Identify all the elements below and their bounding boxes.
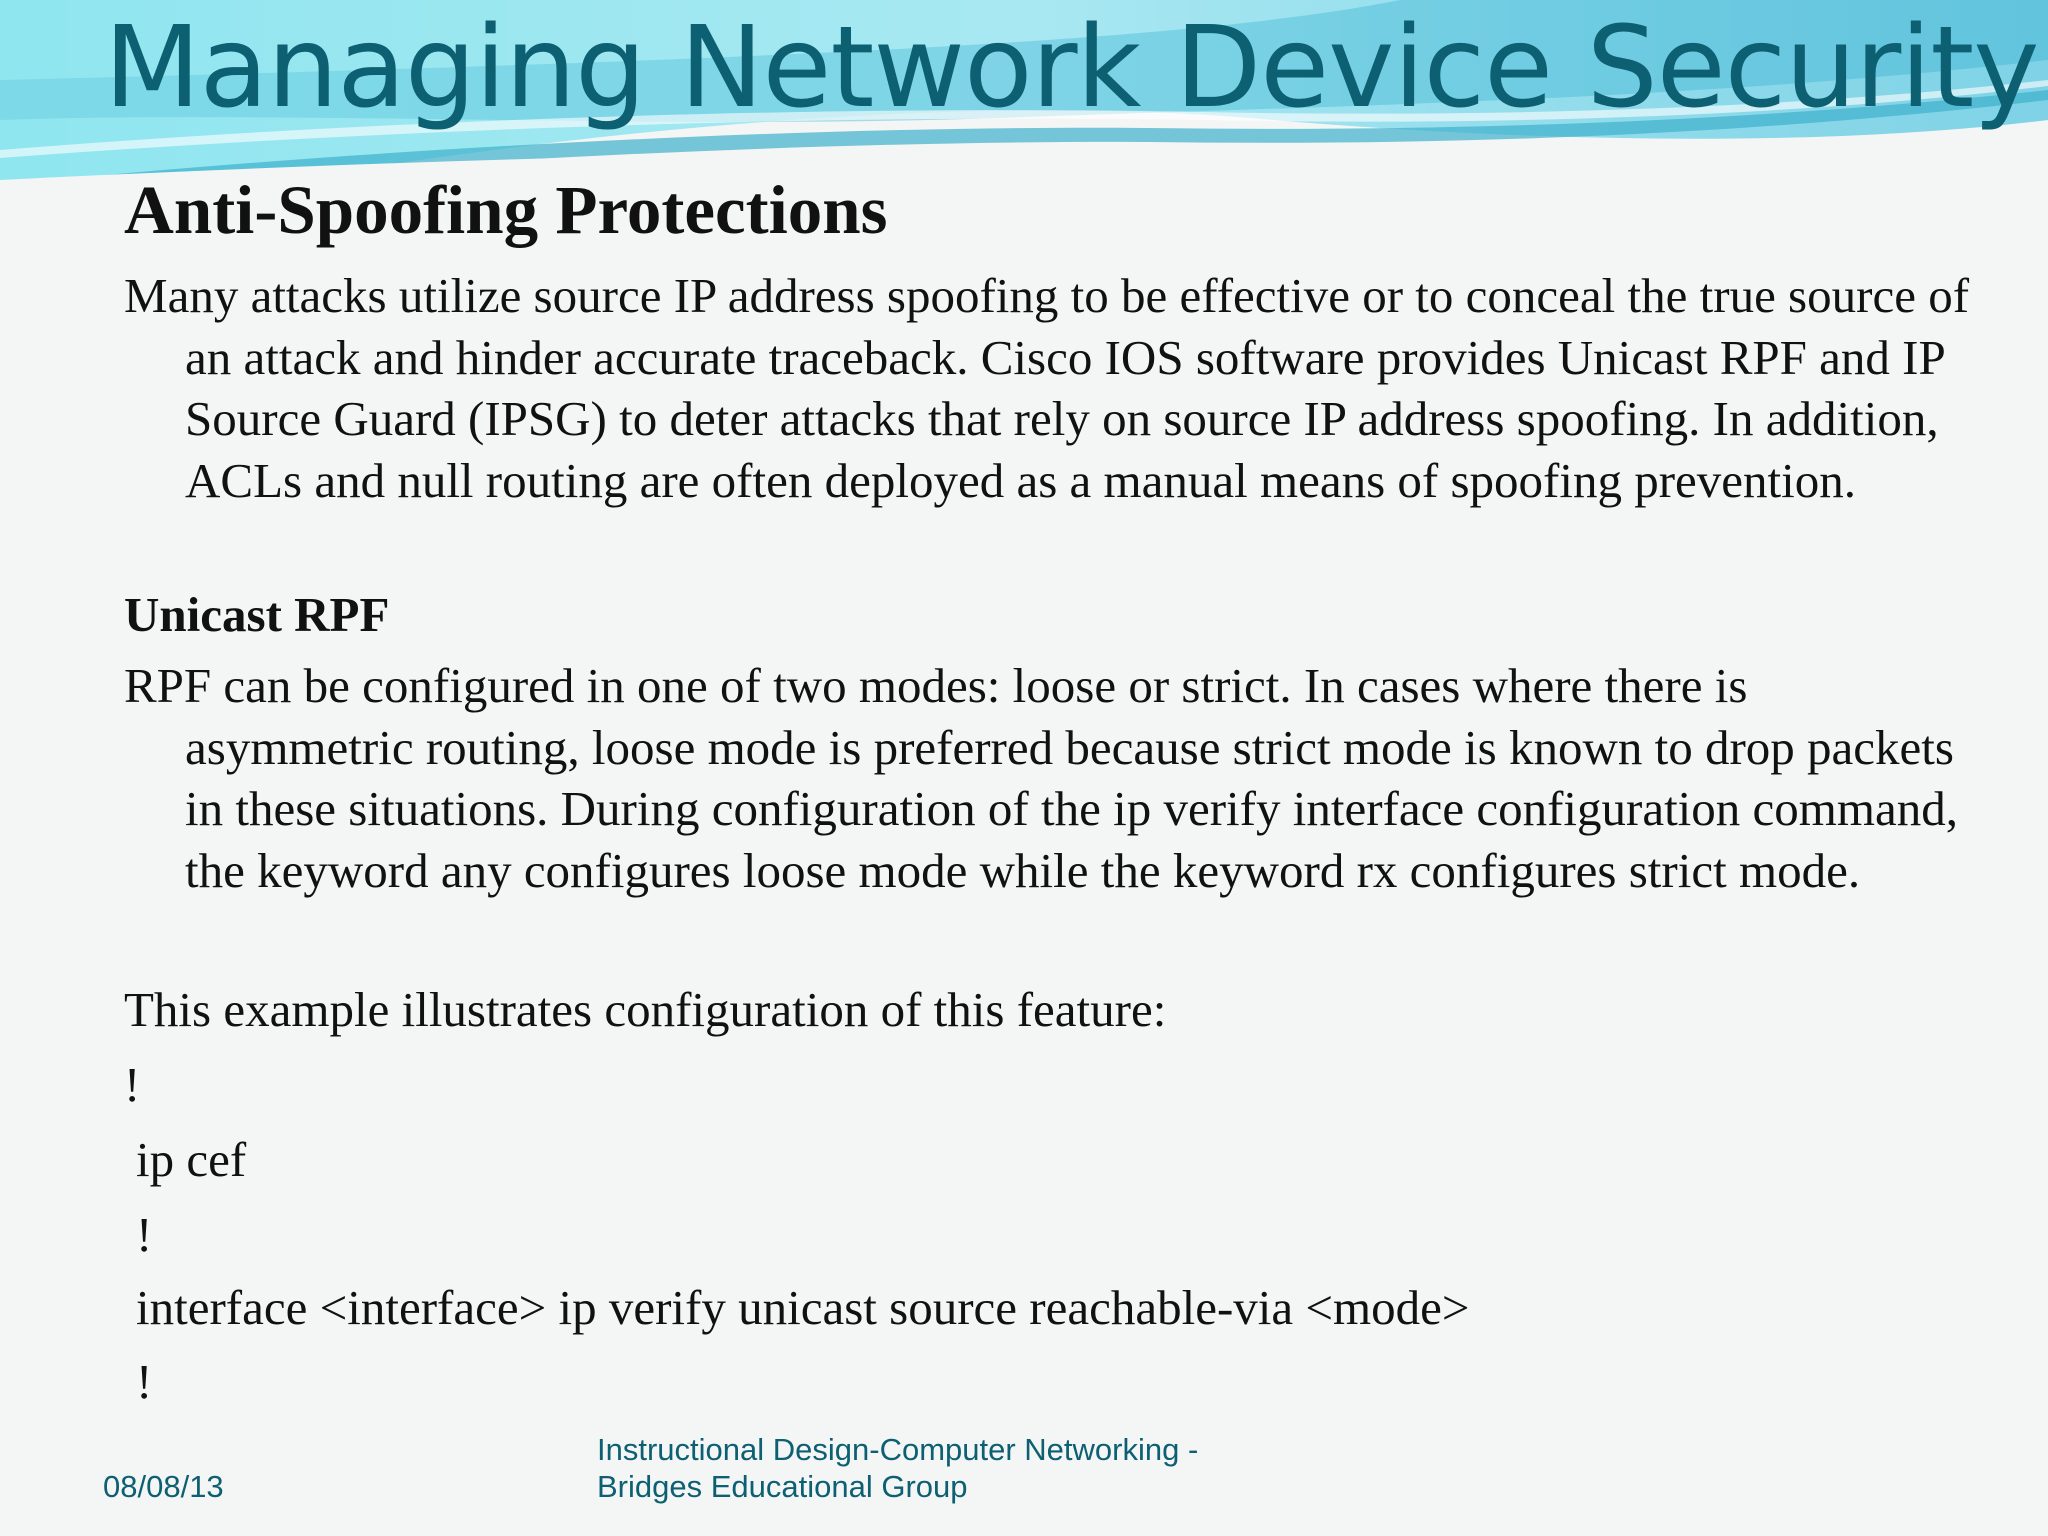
code-line: ! — [136, 1354, 153, 1409]
slide-title: Managing Network Device Security — [104, 3, 2039, 133]
section-heading: Unicast RPF — [124, 587, 390, 642]
code-line: ip cef — [136, 1132, 247, 1187]
intro-paragraph: Many attacks utilize source IP address spoofing to be effective or to conceal the true source of an attack and hinder accurate traceback. Cisco IOS software provides Unicast RPF and IP Source Guard (IPSG) to deter attacks that rely on source IP address spoofing. In addition, ACLs and null routing are often deployed as a manual means of spoofing prevention. — [124, 268, 1970, 508]
footer-date: 08/08/13 — [103, 1469, 224, 1504]
code-line: interface <interface> ip verify unicast source reachable-via <mode> — [136, 1280, 1470, 1335]
code-line: ! — [136, 1207, 153, 1262]
footer-org-line1: Instructional Design-Computer Networking - — [597, 1432, 1199, 1467]
example-intro: This example illustrates configuration of this feature: — [124, 982, 1167, 1037]
slide-subtitle: Anti-Spoofing Protections — [124, 172, 888, 248]
footer-org-line2: Bridges Educational Group — [597, 1469, 968, 1504]
rpf-paragraph: RPF can be configured in one of two modes: loose or strict. In cases where there is asymmetric routing, loose mode is preferred because strict mode is known to drop packets in these situations. During configuration of the ip verify interface configuration command, the keyword any configures loose mode while the keyword rx configures strict mode. — [124, 658, 1959, 898]
code-line: ! — [124, 1057, 141, 1112]
footer-organization — [597, 1431, 1198, 1505]
